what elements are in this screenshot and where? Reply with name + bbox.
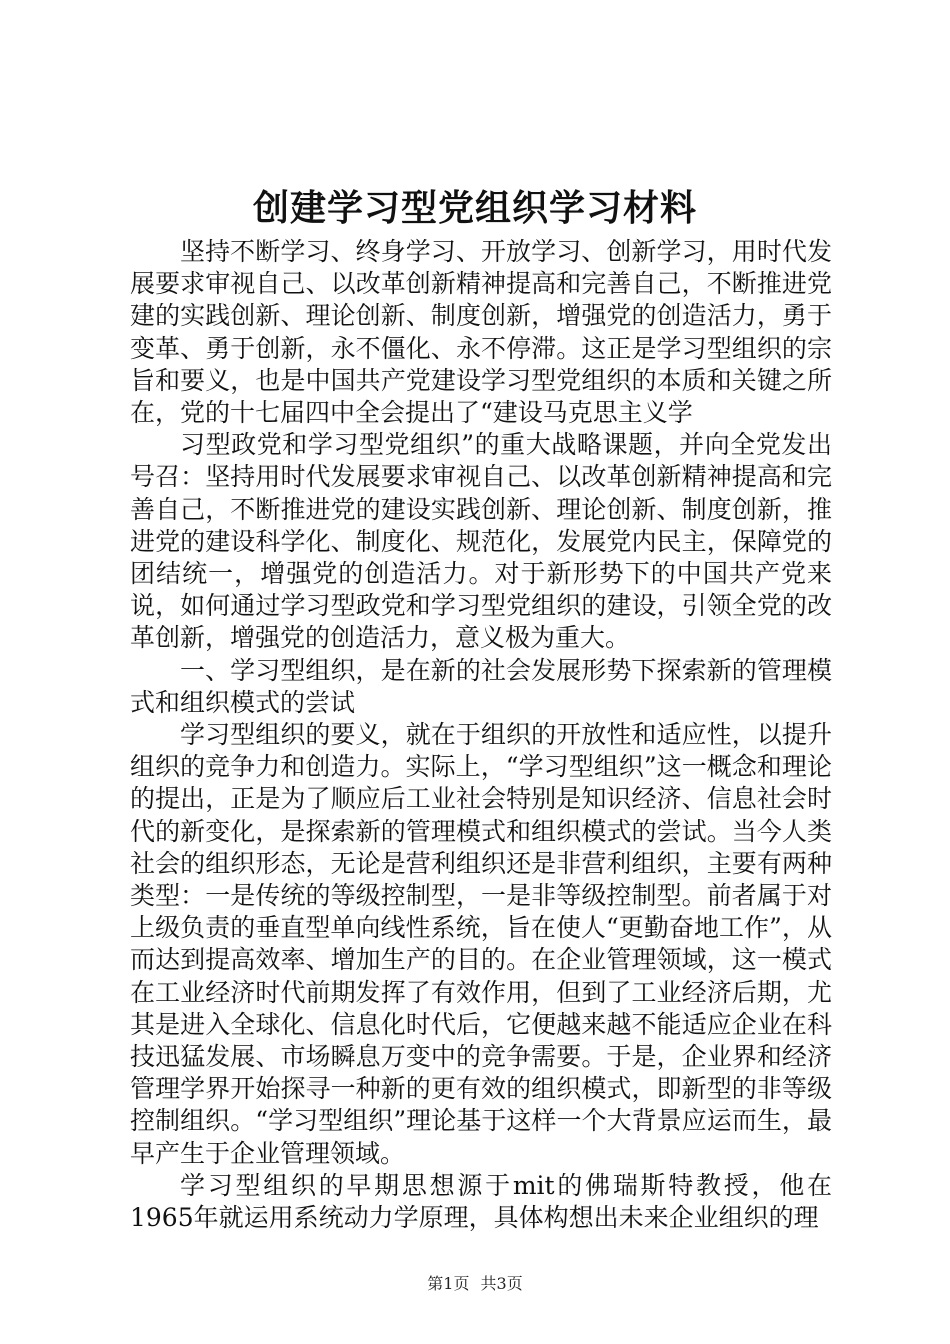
paragraph-1: 坚持不断学习、终身学习、开放学习、创新学习，用时代发展要求审视自己、以改革创新精神提高和完善自己，不断推进党建的实践创新、理论创新、制度创新，增强党的创造活力，勇于变革、勇于创新，永不僵化、永不停滞。这正是学习型组织的宗旨和要义，也是中国共产党建设学习型党组织的本质和关键之所在，党的十七届四中全会提出了“建设马克思主义学 bbox=[130, 237, 832, 428]
page-total: 共3页 bbox=[480, 1274, 523, 1293]
page-number: 第1页 bbox=[427, 1274, 470, 1293]
paragraph-2: 习型政党和学习型党组织”的重大战略课题，并向全党发出号召：坚持用时代发展要求审视自己、以改革创新精神提高和完善自己，不断推进党的建设实践创新、理论创新、制度创新，推进党的建设科学化、制度化、规范化，发展党内民主，保障党的团结统一，增强党的创造活力。对于新形势下的中国共产党来说，如何通过学习型政党和学习型党组织的建设，引领全党的改革创新，增强党的创造活力，意义极为重大。 bbox=[130, 430, 832, 653]
paragraph-4: 学习型组织的早期思想源于mit的佛瑞斯特教授，他在1965年就运用系统动力学原理，具体构想出未来企业组织的理 bbox=[130, 1170, 832, 1233]
paragraph-3: 学习型组织的要义，就在于组织的开放性和适应性，以提升组织的竞争力和创造力。实际上，“学习型组织”这一概念和理论的提出，正是为了顺应后工业社会特别是知识经济、信息社会时代的新变化，是探索新的管理模式和组织模式的尝试。当今人类社会的组织形态，无论是营利组织还是非营利组织，主要有两种类型：一是传统的等级控制型，一是非等级控制型。前者属于对上级负责的垂直型单向线性系统，旨在使人“更勤奋地工作”，从而达到提高效率、增加生产的目的。在企业管理领域，这一模式在工业经济时代前期发挥了有效作用，但到了工业经济后期，尤其是进入全球化、信息化时代后，它便越来越不能适应企业在科技迅猛发展、市场瞬息万变中的竞争需要。于是，企业界和经济管理学界开始探寻一种新的更有效的组织模式，即新型的非等级控制组织。“学习型组织”理论基于这样一个大背景应运而生，最早产生于企业管理领域。 bbox=[130, 720, 832, 1168]
page-footer bbox=[0, 1272, 950, 1296]
document-title: 创建学习型党组织学习材料 bbox=[252, 187, 697, 229]
document-body bbox=[130, 236, 832, 1234]
section-heading-1: 一、学习型组织，是在新的社会发展形势下探索新的管理模式和组织模式的尝试 bbox=[130, 655, 832, 717]
